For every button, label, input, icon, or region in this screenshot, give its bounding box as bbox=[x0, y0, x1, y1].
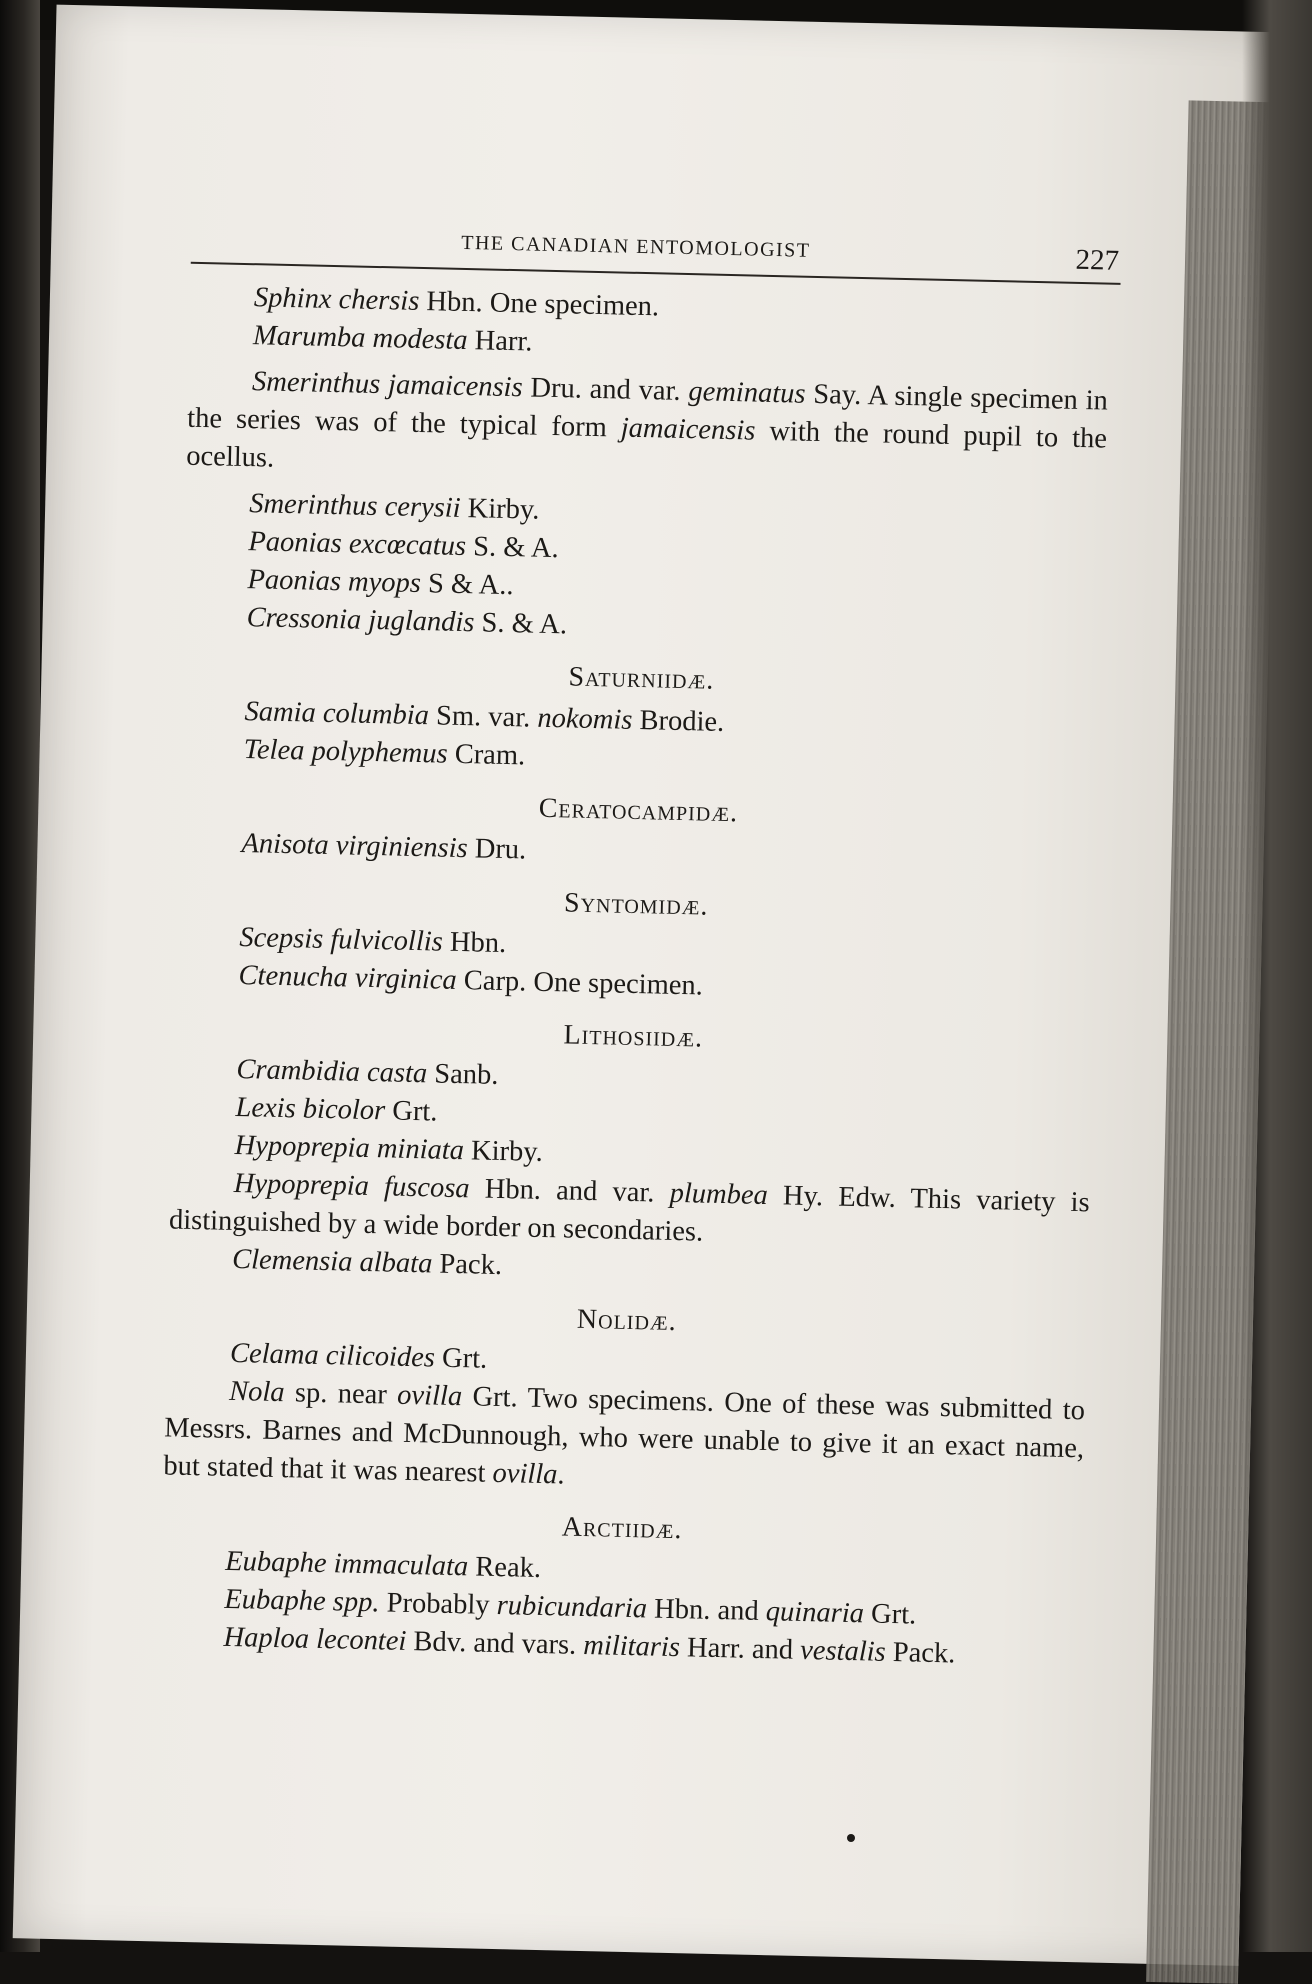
book-page bbox=[13, 5, 1283, 1966]
species-entry: Lexis bicolor Grt. bbox=[235, 1091, 438, 1128]
page-number: 227 bbox=[1075, 243, 1120, 277]
species-entry: Crambidia casta Sanb. bbox=[236, 1053, 499, 1091]
species-paragraph: Hypoprepia fuscosa Hbn. and var. plumbea Hy. Edw. This variety is distinguished by a wide border on secondaries. bbox=[168, 1167, 1090, 1248]
species-entry: Scepsis fulvicollis Hbn. bbox=[239, 922, 507, 960]
species-entry: Samia columbia Sm. var. nokomis Brodie. bbox=[244, 696, 725, 738]
species-entry: Ctenucha virginica Carp. One specimen. bbox=[238, 960, 704, 1002]
family-heading: Syntomidæ. bbox=[563, 887, 709, 922]
ink-speck bbox=[847, 1834, 855, 1842]
family-heading: Ceratocampidæ. bbox=[538, 792, 739, 829]
species-entry: Sphinx chersis Hbn. One specimen. bbox=[253, 282, 660, 323]
family-heading: Saturniidæ. bbox=[568, 661, 715, 696]
species-entry: Anisota virginiensis Dru. bbox=[241, 828, 527, 866]
species-entry: Paonias excœcatus S. & A. bbox=[248, 526, 560, 565]
family-heading: Lithosiidæ. bbox=[563, 1019, 704, 1054]
right-border-shadow bbox=[1242, 0, 1312, 1952]
species-entry: Clemensia albata Pack. bbox=[231, 1243, 503, 1282]
species-paragraph: Nola sp. near ovilla Grt. Two specimens. One of these was submitted to Messrs. Barnes and McDunnough, who were unable to give it an exact name, but stated that it was nearest ovilla. bbox=[163, 1375, 1086, 1491]
species-entry: Telea polyphemus Cram. bbox=[243, 734, 526, 772]
species-paragraph: Haploa lecontei Bdv. and vars. militaris Harr. and vestalis Pack. bbox=[223, 1621, 956, 1670]
species-entry: Eubaphe immaculata Reak. bbox=[224, 1545, 542, 1585]
family-heading: Arctiidæ. bbox=[561, 1511, 683, 1546]
species-entry: Celama cilicoides Grt. bbox=[229, 1337, 488, 1375]
species-entry: Hypoprepia miniata Kirby. bbox=[234, 1129, 544, 1168]
page-body bbox=[159, 278, 1110, 1677]
species-entry: Smerinthus cerysii Kirby. bbox=[248, 488, 540, 526]
family-heading: Nolidæ. bbox=[576, 1303, 678, 1338]
species-entry: Cressonia juglandis S. & A. bbox=[246, 602, 568, 641]
running-head: THE CANADIAN ENTOMOLOGIST bbox=[461, 231, 811, 262]
species-entry: Eubaphe spp. Probably rubicundaria Hbn. and quinaria Grt. bbox=[224, 1583, 917, 1631]
species-entry: Marumba modesta Harr. bbox=[252, 320, 533, 358]
species-entry: Paonias myops S & A.. bbox=[247, 564, 514, 602]
species-paragraph: Smerinthus jamaicensis Dru. and var. geminatus Say. A single specimen in the series was of the typical form jamaicensis with the round pupil to the ocellus. bbox=[186, 366, 1109, 474]
